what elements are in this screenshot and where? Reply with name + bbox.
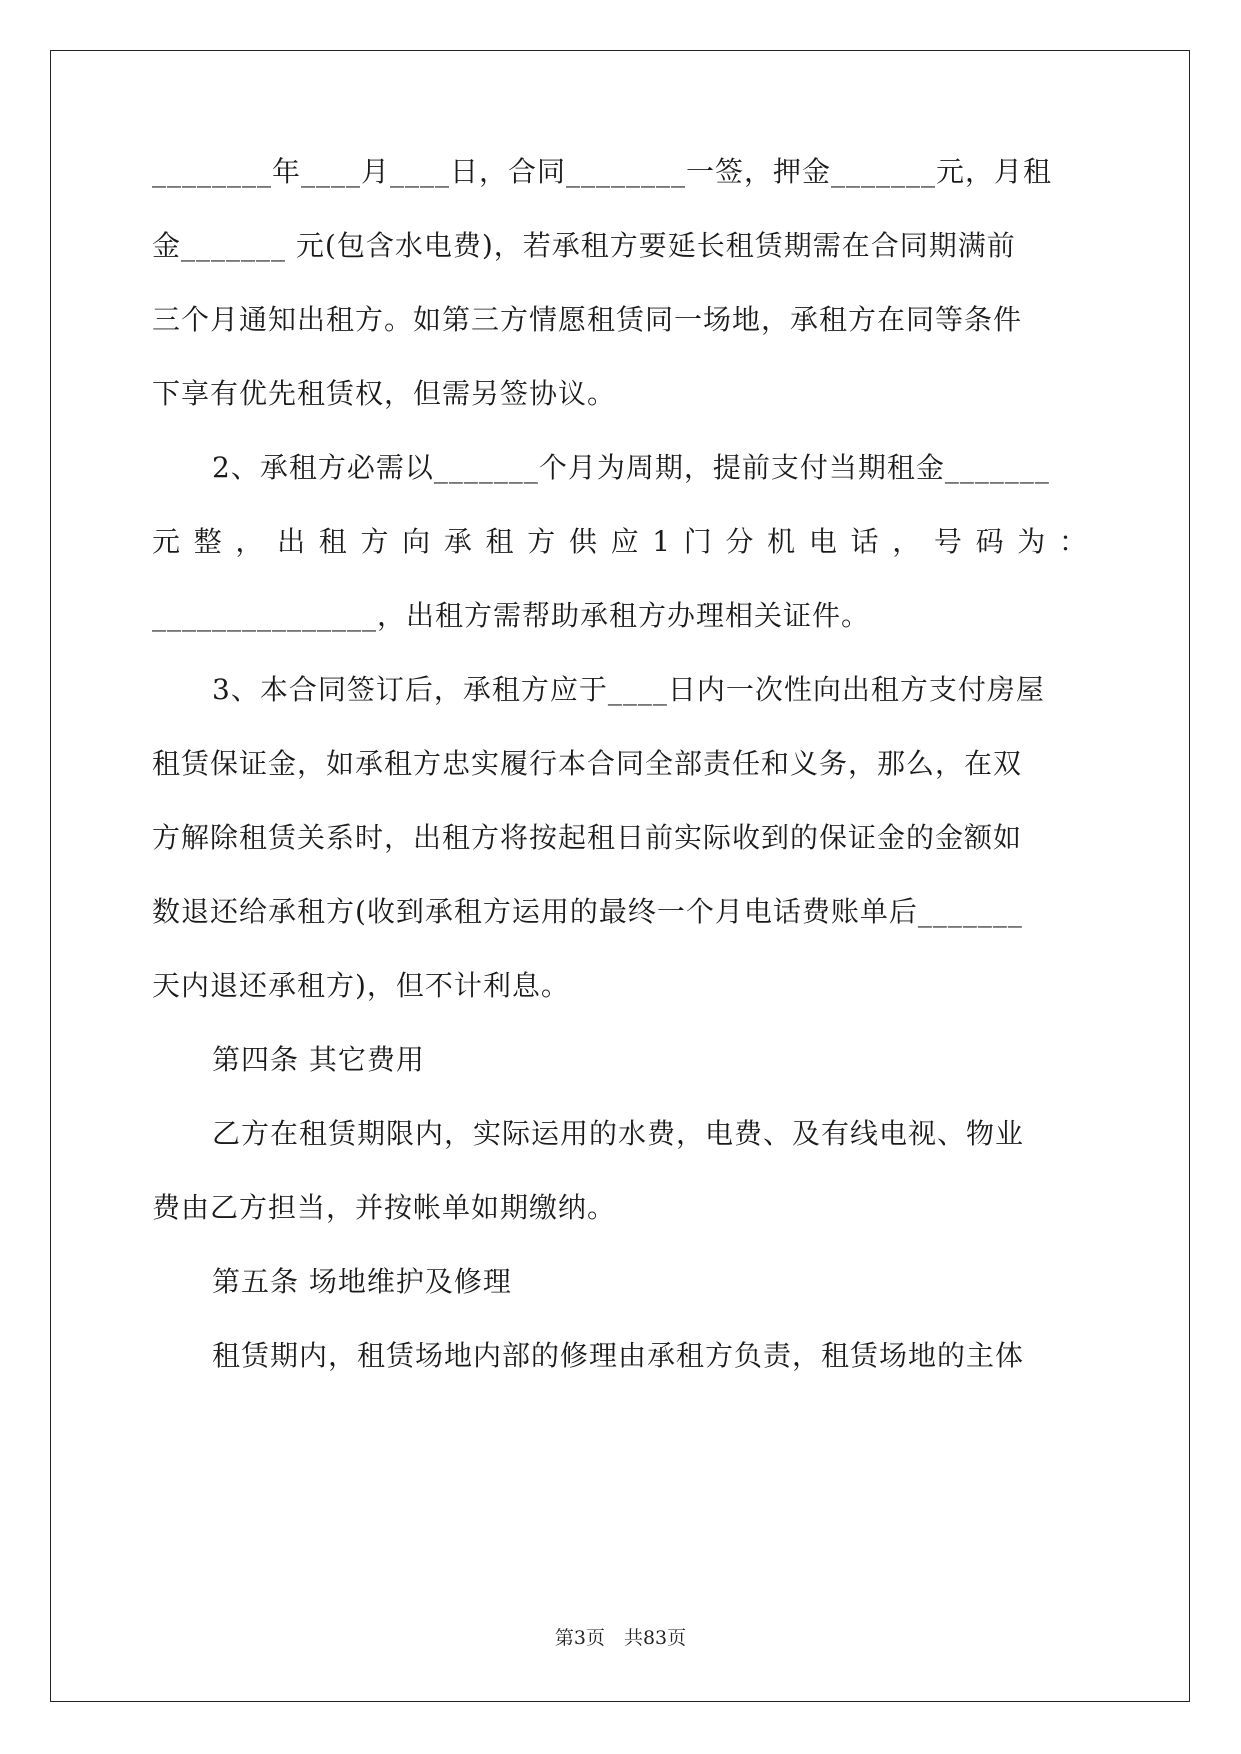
text-line-9: 租赁保证金，如承租方忠实履行本合同全部责任和义务，那么，在双 [152, 747, 1023, 780]
text-line-2: 金_______ 元(包含水电费)，若承租方要延长租赁期需在合同期满前 [152, 229, 1016, 262]
text-line-6: 元整，出租方向承租方供应1门分机电话，号码为： [152, 525, 1088, 558]
text-line-4: 下享有优先租赁权，但需另签协议。 [152, 377, 617, 410]
text-line-8: 3、本合同签订后，承租方应于____日内一次性向出租方支付房屋 [212, 673, 1045, 706]
text-line-15: 费由乙方担当，并按帐单如期缴纳。 [152, 1191, 617, 1224]
text-line-17: 租赁期内，租赁场地内部的修理由承租方负责，租赁场地的主体 [212, 1339, 1025, 1372]
text-line-3: 三个月通知出租方。如第三方情愿租赁同一场地，承租方在同等条件 [152, 303, 1023, 336]
text-line-11: 数退还给承租方(收到承租方运用的最终一个月电话费账单后_______ [152, 895, 1023, 928]
page-border [50, 50, 1190, 1702]
section-heading-4: 第四条 其它费用 [212, 1043, 425, 1076]
text-line-10: 方解除租赁关系时，出租方将按起租日前实际收到的保证金的金额如 [152, 821, 1023, 854]
text-line-14: 乙方在租赁期限内，实际运用的水费，电费、及有线电视、物业 [212, 1117, 1025, 1150]
text-line-1: ________年____月____日，合同________一签，押金_______元，月租 [152, 155, 1053, 188]
section-heading-5: 第五条 场地维护及修理 [212, 1265, 512, 1298]
text-line-12: 天内退还承租方)，但不计利息。 [152, 969, 570, 1002]
page-number-footer: 第3页 共83页 [554, 1627, 687, 1649]
text-line-5: 2、承租方必需以_______个月为周期，提前支付当期租金_______ [212, 451, 1050, 484]
text-line-7: _______________，出租方需帮助承租方办理相关证件。 [152, 599, 871, 632]
